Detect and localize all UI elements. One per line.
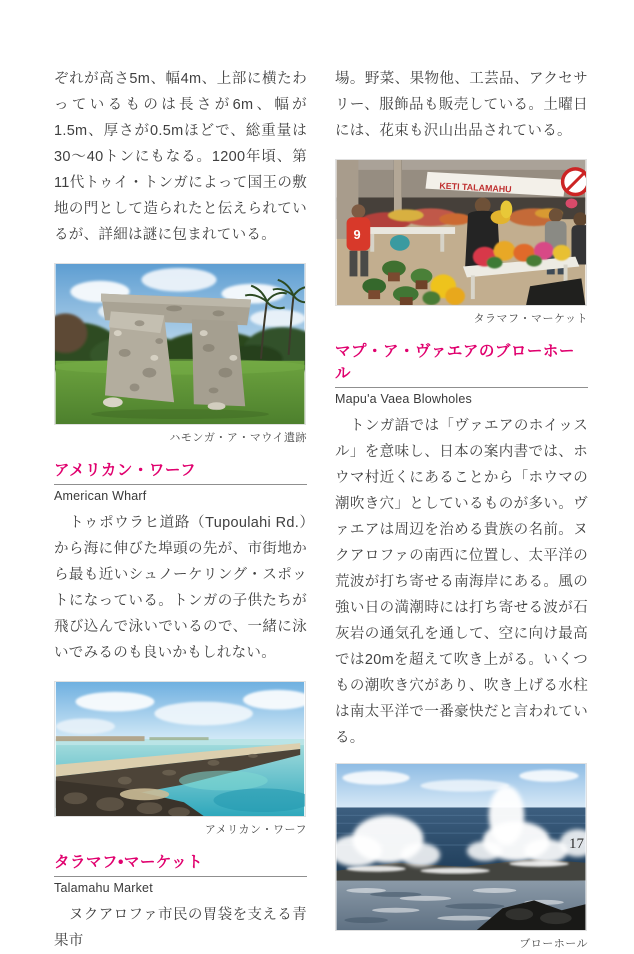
wharf-photo-illustration <box>54 681 306 817</box>
section-blowholes <box>335 339 588 406</box>
talamahu-market-paragraph: ヌクアロファ市民の胃袋を支える青果市 <box>54 907 307 949</box>
photo-blowholes-caption: ブローホール <box>519 938 588 950</box>
two-column-layout <box>54 66 588 954</box>
section-title-american-wharf: アメリカン・ワーフ <box>54 458 307 485</box>
photo-wharf-caption: アメリカン・ワーフ <box>204 824 307 836</box>
american-wharf-paragraph: トゥポウラヒ道路（Tupoulahi Rd.）から海に伸びた埠頭の先が、市街地から最も近いシュノーケリング・スポットになっている。トンガの子供たちが飛び込んで泳いでいるので、一緒に泳いでみるのも良いかもしれない。 <box>54 515 307 661</box>
market-shirt-number: 9 <box>353 226 361 242</box>
section-title-talamahu-market: タラマフ•マーケット <box>54 850 307 877</box>
section-title-blowholes: マプ・ア・ヴァエアのブローホール <box>335 339 588 388</box>
market-sign-text: KETI TALAMAHU <box>439 180 512 195</box>
market-photo-illustration <box>335 159 587 306</box>
section-subtitle-talamahu-market: Talamahu Market <box>54 881 153 895</box>
photo-market-caption: タラマフ・マーケット <box>473 313 588 325</box>
photo-trilithon-caption: ハモンガ・ア・マウイ遺跡 <box>169 432 307 444</box>
market-continued-paragraph: 場。野菜、果物他、工芸品、アクセサリー、服飾品も販売している。土曜日には、花束も沢山出品されている。 <box>335 71 588 139</box>
photo-market <box>335 159 588 306</box>
left-column <box>54 66 307 954</box>
section-talamahu-market <box>54 850 307 895</box>
intro-paragraph: ぞれが高さ5m、幅4m、上部に横たわっているものは長さが6m、幅が1.5m、厚さが0.5mほどで、総重量は30〜40トンにもなる。1200年頃、第11代トゥイ・トンガによって国王の敷地の門として造られたと伝えられているが、詳細は謎に包まれている。 <box>54 71 307 243</box>
page-number: 17 <box>569 836 584 852</box>
photo-blowholes <box>335 763 588 931</box>
photo-trilithon <box>54 263 307 425</box>
blowholes-paragraph: トンガ語では「ヴァエアのホイッスル」を意味し、日本の案内書では、ホウマ村近くにあることから「ホウマの潮吹き穴」としているものが多い。ヴァエアは周辺を治める貴族の名前。ヌクアロファの南西に位置し、太平洋の荒波が打ち寄せる南海岸にある。風の強い日の満潮時には打ち寄せる波が石灰岩の通気孔を通して、空に向け最高では20mを超えて吹き上がる。いくつもの潮吹き穴があり、吹き上げる水柱は南太平洋で一番豪快だと言われている。 <box>335 418 588 746</box>
section-subtitle-american-wharf: American Wharf <box>54 489 147 503</box>
section-subtitle-blowholes: Mapu'a Vaea Blowholes <box>335 392 472 406</box>
photo-wharf <box>54 681 307 817</box>
trilithon-photo-illustration <box>54 263 306 425</box>
section-american-wharf <box>54 458 307 503</box>
right-column <box>335 66 588 954</box>
blowholes-photo-illustration <box>335 763 587 931</box>
